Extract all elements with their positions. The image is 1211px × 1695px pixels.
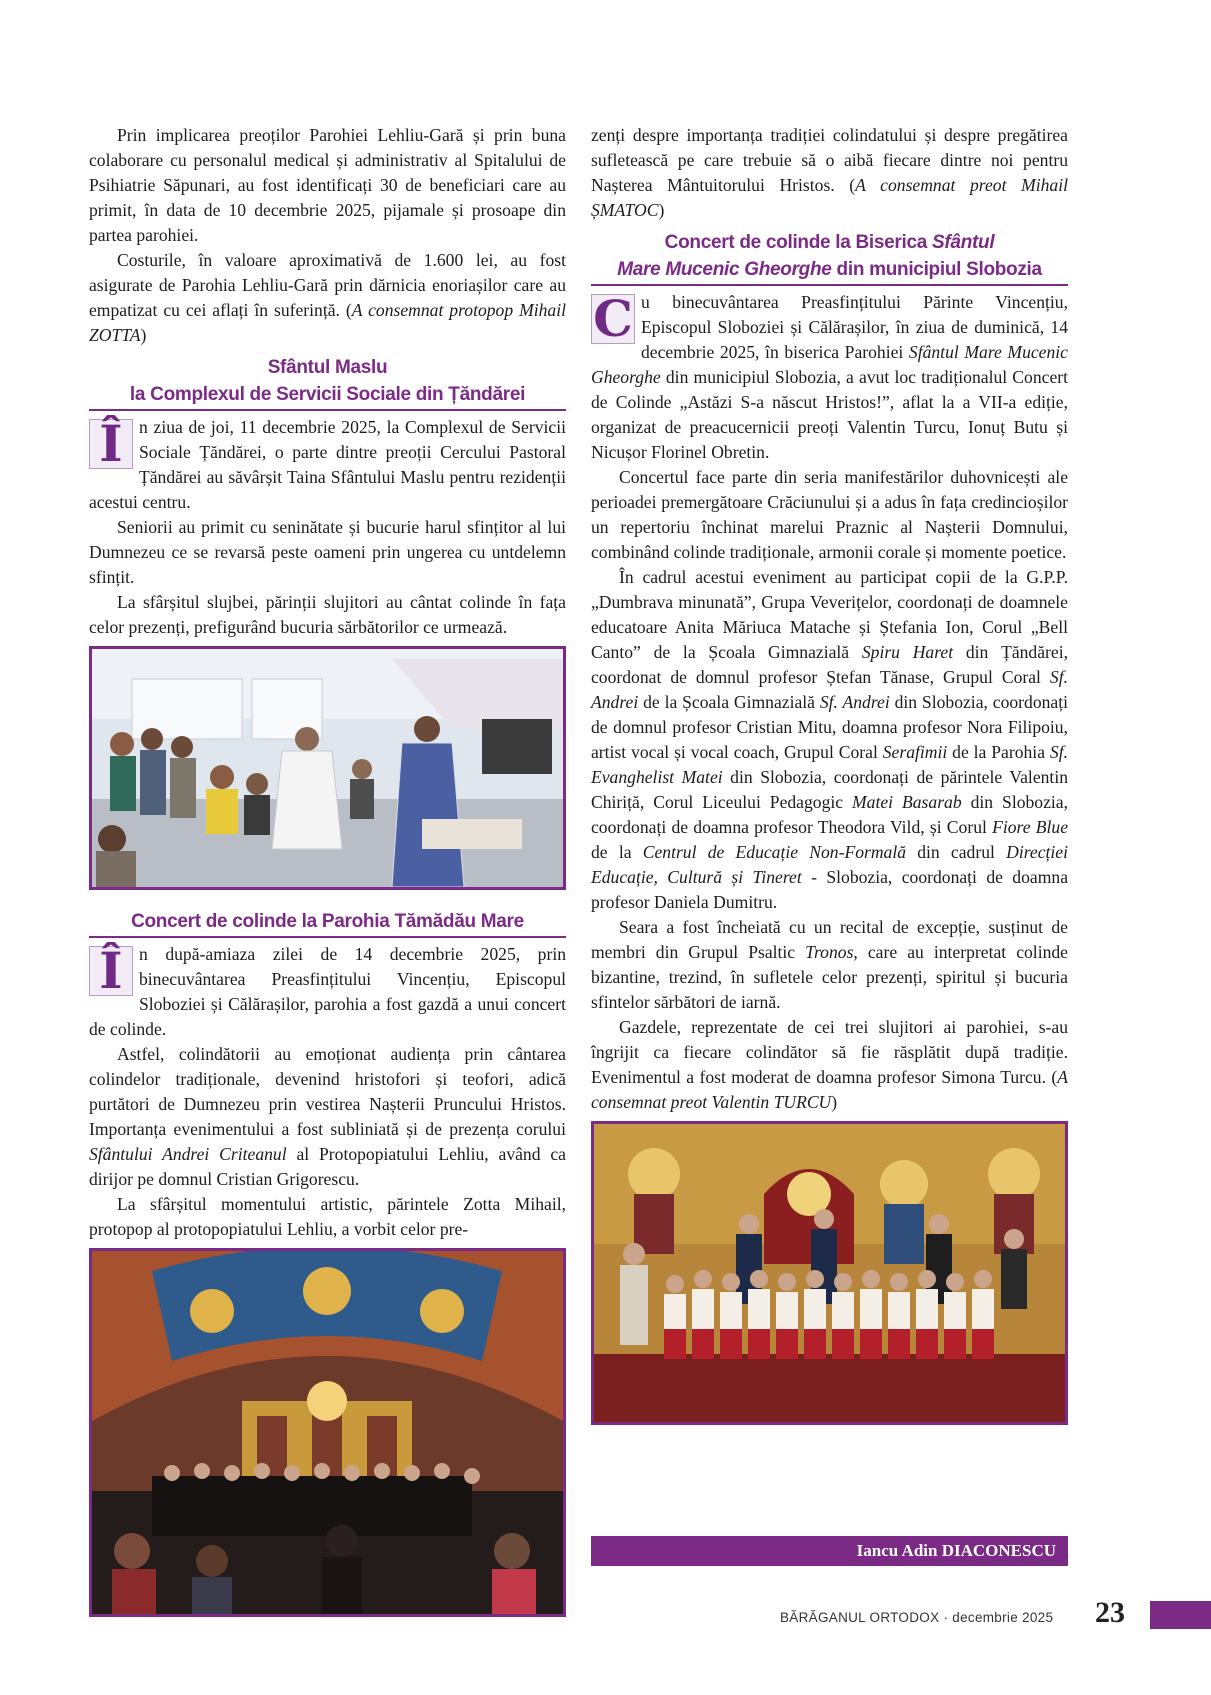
slobozia-paragraph-1: C u binecuvântarea Preasfințitului Părinte Vincențiu, Episcopul Sloboziei și Călărașilor, în ziua de duminică, 14 decembrie 2025, în biserica Parohiei Sfântul Mare Mucenic Gheorghe din municipiul Slobozia, a avut loc tradiționalul Concert de Colinde „Astăzi S-a născut Hristos!”, aflat la a VII-a ediție, organizat de preacucernicii preoți Valentin Turcu, Ionuț Butu și Nicușor Florinel Obretin.	[591, 289, 1068, 462]
signature: A consemnat protopop Mihail ZOTTA	[89, 300, 566, 345]
right-column	[591, 123, 1068, 1425]
section-heading-maslu: Sfântul Maslu la Complexul de Servicii Sociale din Țăndărei	[89, 354, 566, 411]
page-edge-tab	[1150, 1601, 1211, 1629]
author-credit-bar: Iancu Adin DIACONESCU	[591, 1536, 1068, 1566]
drop-cap: Î	[89, 946, 133, 996]
slobozia-paragraph-3: În cadrul acestui eveniment au participat copii de la G.P.P. „Dumbrava minunată”, Grupa Veverițelor, coordonați de doamnele educatoare Anita Măriuca Matache și Ștefania Ion, Corul „Bell Canto” de la Școala Gimnazială Spiru Haret din Țăndărei, coordonat de domnul profesor Ștefan Tănase, Grupul Coral Sf. Andrei de la Școala Gimnazială Sf. Andrei din Slobozia, coordonați de domnul profesor Cristian Mitu, doamna profesor Nora Filipoiu, artist vocal și vocal coach, Grupul Coral Serafimii de la Parohia Sf. Evanghelist Matei din Slobozia, coordonați de părintele Valentin Chiriță, Corul Liceului Pedagogic Matei Basarab din Slobozia, coordonați de doamna profesor Theodora Vild, și Corul Fiore Blue de la Centrul de Educație Non-Formală din cadrul Direcției Educație, Cultură și Tineret - Slobozia, coordonați de doamna profesor Daniela Dumitru.	[591, 567, 1069, 912]
intro-paragraph-1: Prin implicarea preoților Parohiei Lehliu-Gară și prin buna colaborare cu personalul medical și administrativ al Spitalului de Psihiatrie Săpunari, au fost identificați 30 de beneficiari care au primit, în data de 10 decembrie 2025, pijamale și prosoape din partea parohiei.	[89, 125, 566, 245]
tamadau-paragraph-2: Astfel, colindătorii au emoționat audiența prin cântarea colindelor tradiționale, devenind hristofori și teofori, adică purtători de Dumnezeu prin vestirea Nașterii Pruncului Hristos. Importanța evenimentului a fost subliniată și de prezența corului Sfântului Andrei Criteanul al Protopopiatului Lehliu, având ca dirijor pe domnul Cristian Grigorescu.	[89, 1044, 566, 1189]
signature: A consemnat preot Valentin TURCU	[591, 1067, 1068, 1112]
photo-slobozia-concert	[591, 1121, 1068, 1425]
maslu-paragraph-2: Seniorii au primit cu seninătate și bucurie harul sfințitor al lui Dumnezeu ce se revarsă peste oameni prin ungerea cu untdelemn sfințit.	[89, 517, 566, 587]
tamadau-paragraph-3: La sfârșitul momentului artistic, părintele Zotta Mihail, protopop al protopopiatului Lehliu, a vorbit celor pre-	[89, 1194, 566, 1239]
photo-maslu-service	[89, 646, 566, 890]
intro-paragraph-2: Costurile, în valoare aproximativă de 1.600 lei, au fost asigurate de Parohia Lehliu-Gară prin dărnicia enoriașilor care au empatizat cu cei aflați în suferință. (A consemnat protopop Mihail ZOTTA)	[89, 250, 566, 345]
drop-cap: C	[591, 294, 635, 344]
slobozia-paragraph-5: Gazdele, reprezentate de cei trei slujitori ai parohiei, s-au îngrijit ca fiecare colindător să fie răsplătit după tradiție. Evenimentul a fost moderat de doamna profesor Simona Turcu. (A consemnat preot Valentin TURCU)	[591, 1017, 1068, 1112]
page-number: 23	[1095, 1596, 1125, 1629]
left-column	[89, 123, 566, 1617]
maslu-paragraph-1: Î n ziua de joi, 11 decembrie 2025, la Complexul de Servicii Sociale Țăndărei, o parte dintre preoții Cercului Pastoral Țăndărei au săvârșit Taina Sfântului Maslu pentru rezidenții acestui centru.	[89, 414, 566, 512]
drop-cap: Î	[89, 419, 133, 469]
slobozia-paragraph-4: Seara a fost încheiată cu un recital de excepție, susținut de membri din Grupul Psaltic Tronos, care au interpretat colinde bizantine, trezind, în sufletele celor prezenți, spiritul și bucuria sfintelor sărbători de iarnă.	[591, 917, 1068, 1012]
photo-tamadau-choir	[89, 1248, 566, 1617]
section-heading-tamadau: Concert de colinde la Parohia Tămădău Mare	[89, 908, 566, 938]
footer-publication: BĂRĂGANUL ORTODOX · decembrie 2025	[780, 1610, 1054, 1625]
slobozia-paragraph-2: Concertul face parte din seria manifestărilor duhovnicești ale perioadei premergătoare Crăciunului și a adus în fața credincioșilor un repertoriu închinat marelui Praznic al Nașterii Domnului, combinând colinde tradiționale, armonii corale și momente poetice.	[591, 467, 1068, 562]
signature: A consemnat preot Mihail ȘMATOC	[591, 175, 1068, 220]
continued-paragraph: zenți despre importanța tradiției colindatului și despre pregătirea sufletească pe care trebuie să o aibă fiecare dintre noi pentru Nașterea Mântuitorului Hristos. (A consemnat preot Mihail ȘMATOC)	[591, 125, 1068, 220]
section-heading-slobozia: Concert de colinde la Biserica Sfântul Mare Mucenic Gheorghe din municipiul Slobozia	[591, 229, 1068, 286]
maslu-paragraph-3: La sfârșitul slujbei, părinții slujitori au cântat colinde în fața celor prezenți, prefigurând bucuria sărbătorilor ce urmează.	[89, 592, 566, 637]
tamadau-paragraph-1: Î n după-amiaza zilei de 14 decembrie 2025, prin binecuvântarea Preasfințitului Vincențiu, Episcopul Sloboziei și Călărașilor, parohia a fost gazdă a unui concert de colinde.	[89, 941, 566, 1039]
